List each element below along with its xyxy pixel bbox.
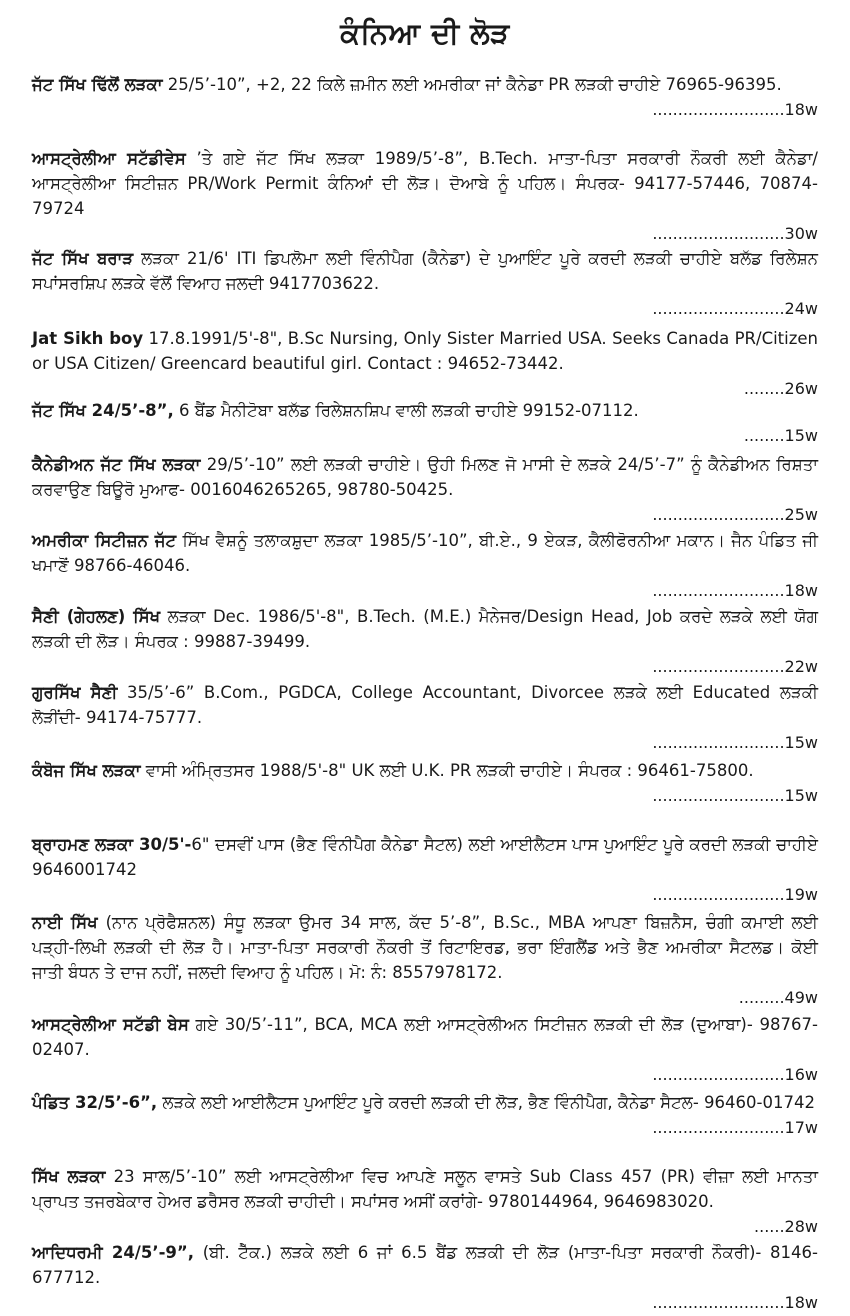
ad-lead: ਜੱਟ ਸਿੱਖ ਬਰਾੜ <box>32 249 134 268</box>
ad-12 <box>32 1012 818 1087</box>
ad-text: ਵਾਸੀ ਅੰਮ੍ਰਿਤਸਰ 1988/5'-8" UK ਲਈ U.K. PR ਲੜਕੀ ਚਾਹੀਏ। ਸੰਪਰਕ : 96461-75800. <box>140 761 754 780</box>
ad-7 <box>32 604 818 679</box>
ad-tag: ..........................15w <box>652 733 818 752</box>
ad-tag: ..........................22w <box>652 657 818 676</box>
ad-5 <box>32 452 818 527</box>
ad-text: ਲੜਕਾ Dec. 1986/5'-8", B.Tech. (M.E.) ਮੈਨੇਜਰ/Design Head, Job ਕਰਦੇ ਲੜਕੇ ਲਈ ਯੋਗ ਲੜਕੀ ਦੀ ਲੋੜ। ਸੰਪਰਕ : 99887-39499. <box>32 607 818 651</box>
ad-body <box>32 758 818 783</box>
ad-11 <box>32 910 818 1010</box>
ad-body <box>32 1012 818 1062</box>
ad-text: 6" ਦਸਵੀਂ ਪਾਸ (ਭੈਣ ਵਿੰਨੀਪੈਗ ਕੈਨੇਡਾ ਸੈਟਲ) ਲਈ ਆਈਲੈਟਸ ਪਾਸ ਪੁਆਇੰਟ ਪੂਰੇ ਕਰਦੀ ਲੜਕੀ ਚਾਹੀਏ 9646001742 <box>32 835 818 879</box>
ad-lead: ਆਸਟ੍ਰੇਲੀਆ ਸਟੱਡੀ ਬੇਸ <box>32 1015 189 1034</box>
page-title: ਕੰਨਿਆ ਦੀ ਲੋੜ <box>340 16 510 50</box>
ad-2 <box>32 246 818 321</box>
ad-15 <box>32 1240 818 1315</box>
ad-tag: ..........................16w <box>652 1065 818 1084</box>
ad-3 <box>32 326 818 401</box>
ad-body <box>32 680 818 730</box>
ad-lead: ਆਦਿਧਰਮੀ 24/5’-9”, <box>32 1243 195 1262</box>
ad-lead: ਸੈਣੀ (ਗੇਹਲਣ) ਸਿੱਖ <box>32 607 161 626</box>
ad-tag: .........49w <box>738 988 818 1007</box>
ad-body <box>32 604 818 654</box>
ad-text: 23 ਸਾਲ/5’-10” ਲਈ ਆਸਟ੍ਰੇਲੀਆ ਵਿਚ ਆਪਣੇ ਸਲੂਨ ਵਾਸਤੇ Sub Class 457 (PR) ਵੀਜ਼ਾ ਲਈ ਮਾਨਤਾ ਪ੍ਰਾਪਤ ਤਜਰਬੇਕਾਰ ਹੇਅਰ ਡਰੈਸਰ ਲੜਕੀ ਚਾਹੀਦੀ। ਸਪਾਂਸਰ ਅਸੀਂ ਕਰਾਂਗੇ- 9780144964, 9646983020. <box>32 1167 818 1211</box>
ad-text: ’ਤੇ ਗਏ ਜੱਟ ਸਿੱਖ ਲੜਕਾ 1989/5’-8”, B.Tech. ਮਾਤਾ-ਪਿਤਾ ਸਰਕਾਰੀ ਨੌਕਰੀ ਲਈ ਕੈਨੇਡਾ/ਆਸਟ੍ਰੇਲੀਆ ਸਿਟੀਜ਼ਨ PR/Work Permit ਕੰਨਿਆਂ ਦੀ ਲੋੜ। ਦੋਆਬੇ ਨੂੰ ਪਹਿਲ। ਸੰਪਰਕ- 94177-57446, 70874-79724 <box>32 149 818 218</box>
ad-lead: ਅਮਰੀਕਾ ਸਿਟੀਜ਼ਨ ਜੱਟ <box>32 531 177 550</box>
ad-lead: ਨਾਈ ਸਿੱਖ <box>32 913 98 932</box>
ad-body <box>32 1090 818 1115</box>
ad-14 <box>32 1164 818 1239</box>
ad-body <box>32 1164 818 1214</box>
ad-tag: ..........................18w <box>652 100 818 119</box>
ad-6 <box>32 528 818 603</box>
ad-text: ਗਏ 30/5’-11”, BCA, MCA ਲਈ ਆਸਟ੍ਰੇਲੀਅਨ ਸਿਟੀਜ਼ਨ ਲੜਕੀ ਦੀ ਲੋੜ (ਦੁਆਬਾ)- 98767-02407. <box>32 1015 818 1059</box>
ad-text: 29/5’-10” ਲਈ ਲੜਕੀ ਚਾਹੀਏ। ਉਹੀ ਮਿਲਣ ਜੋ ਮਾਸੀ ਦੇ ਲੜਕੇ 24/5’-7” ਨੂੰ ਕੈਨੇਡੀਅਨ ਰਿਸ਼ਤਾ ਕਰਵਾਉਣ ਬਿਊਰੋ ਮੁਆਫ- 0016046265265, 98780-50425. <box>32 455 818 499</box>
ad-tag: ..........................17w <box>652 1118 818 1137</box>
ad-body <box>32 146 818 221</box>
ad-lead: ਕੈਨੇਡੀਅਨ ਜੱਟ ਸਿੱਖ ਲੜਕਾ <box>32 455 201 474</box>
ad-lead: ਬ੍ਰਾਹਮਣ ਲੜਕਾ 30/5'- <box>32 835 192 854</box>
ad-tag: ..........................18w <box>652 1293 818 1312</box>
ad-tag: ..........................18w <box>652 581 818 600</box>
ad-tag: ..........................24w <box>652 299 818 318</box>
ad-tag: ..........................30w <box>652 224 818 243</box>
ad-body <box>32 398 818 423</box>
ad-lead: ਕੰਬੋਜ ਸਿੱਖ ਲੜਕਾ <box>32 761 141 780</box>
ad-lead: ਜੱਟ ਸਿੱਖ ਢਿੱਲੋਂ ਲੜਕਾ <box>32 75 163 94</box>
ad-text: (ਬੀ. ਟੈੱਕ.) ਲੜਕੇ ਲਈ 6 ਜਾਂ 6.5 ਬੈਂਡ ਲੜਕੀ ਦੀ ਲੋੜ (ਮਾਤਾ-ਪਿਤਾ ਸਰਕਾਰੀ ਨੌਕਰੀ)- 8146-677712. <box>32 1243 818 1287</box>
ad-0 <box>32 72 818 122</box>
ad-text: (ਨਾਨ ਪ੍ਰੋਫੈਸ਼ਨਲ) ਸੰਧੂ ਲੜਕਾ ਉਮਰ 34 ਸਾਲ, ਕੱਦ 5’-8”, B.Sc., MBA ਆਪਣਾ ਬਿਜ਼ਨੈਸ, ਚੰਗੀ ਕਮਾਈ ਲਈ ਪੜ੍ਹੀ-ਲਿਖੀ ਲੜਕੀ ਦੀ ਲੋੜ ਹੈ। ਮਾਤਾ-ਪਿਤਾ ਸਰਕਾਰੀ ਨੌਕਰੀ ਤੋਂ ਰਿਟਾਇਰਡ, ਭਰਾ ਇੰਗਲੈਂਡ ਅਤੇ ਭੈਣ ਅਮਰੀਕਾ ਸੈਟਲਡ। ਕੋਈ ਜਾਤੀ ਬੰਧਨ ਤੇ ਦਾਜ ਨਹੀਂ, ਜਲਦੀ ਵਿਆਹ ਨੂੰ ਪਹਿਲ। ਮੋ: ਨੰ: 8557978172. <box>32 913 818 982</box>
ad-10 <box>32 832 818 907</box>
ad-body <box>32 832 818 882</box>
ad-13 <box>32 1090 818 1140</box>
ad-lead: ਜੱਟ ਸਿੱਖ 24/5’-8”, <box>32 401 174 420</box>
ad-lead: ਸਿੱਖ ਲੜਕਾ <box>32 1167 106 1186</box>
ad-tag: ..........................19w <box>652 885 818 904</box>
ad-text: 6 ਬੈਂਡ ਮੈਨੀਟੋਬਾ ਬਲੱਡ ਰਿਲੇਸ਼ਨਸ਼ਿਪ ਵਾਲੀ ਲੜਕੀ ਚਾਹੀਏ 99152-07112. <box>173 401 639 420</box>
ad-body <box>32 72 818 97</box>
ad-9 <box>32 758 818 808</box>
ad-body <box>32 452 818 502</box>
ad-body <box>32 1240 818 1290</box>
ad-text: ਲੜਕਾ 21/6' ITI ਡਿਪਲੋਮਾ ਲਈ ਵਿੰਨੀਪੈਗ (ਕੈਨੇਡਾ) ਦੇ ਪੁਆਇੰਟ ਪੂਰੇ ਕਰਦੀ ਲੜਕੀ ਚਾਹੀਏ ਬਲੱਡ ਰਿਲੇਸ਼ਨ ਸਪਾਂਸਰਸ਼ਿਪ ਲੜਕੇ ਵੱਲੋਂ ਵਿਆਹ ਜਲਦੀ 9417703622. <box>32 249 818 293</box>
ad-tag: ......28w <box>754 1217 818 1236</box>
ad-body <box>32 910 818 985</box>
ad-lead: ਪੰਡਿਤ 32/5’-6”, <box>32 1093 158 1112</box>
ad-text: 17.8.1991/5'-8", B.Sc Nursing, Only Sister Married USA. Seeks Canada PR/Citizen or USA Citizen/ Greencard beautiful girl. Contact : 94652-73442. <box>32 329 818 373</box>
ad-tag: ..........................15w <box>652 786 818 805</box>
ad-body <box>32 528 818 578</box>
ad-tag: ..........................25w <box>652 505 818 524</box>
ad-lead: ਗੁਰਸਿੱਖ ਸੈਣੀ <box>32 683 118 702</box>
ad-tag: ........26w <box>743 379 818 398</box>
ad-lead: Jat Sikh boy <box>32 329 144 348</box>
ad-4 <box>32 398 818 448</box>
ad-text: ਲੜਕੇ ਲਈ ਆਈਲੈਟਸ ਪੁਆਇੰਟ ਪੂਰੇ ਕਰਦੀ ਲੜਕੀ ਦੀ ਲੋੜ, ਭੈਣ ਵਿੰਨੀਪੈਗ, ਕੈਨੇਡਾ ਸੈਟਲ- 96460-01742 <box>157 1093 815 1112</box>
ad-tag: ........15w <box>743 426 818 445</box>
ad-8 <box>32 680 818 755</box>
ad-text: 25/5’-10”, +2, 22 ਕਿਲੇ ਜ਼ਮੀਨ ਲਈ ਅਮਰੀਕਾ ਜਾਂ ਕੈਨੇਡਾ PR ਲੜਕੀ ਚਾਹੀਏ 76965-96395. <box>162 75 782 94</box>
ad-text: 35/5’-6” B.Com., PGDCA, College Accountant, Divorcee ਲੜਕੇ ਲਈ Educated ਲੜਕੀ ਲੋੜੀਂਦੀ- 94174-75777. <box>32 683 818 727</box>
ad-text: ਸਿੱਖ ਵੈਸ਼ਨੂੰ ਤਲਾਕਸ਼ੁਦਾ ਲੜਕਾ 1985/5’-10”, ਬੀ.ਏ., 9 ਏਕੜ, ਕੈਲੀਫੋਰਨੀਆ ਮਕਾਨ। ਜੈਨ ਪੰਡਿਤ ਜੀ ਖਮਾਣੋਂ 98766-46046. <box>32 531 818 575</box>
ad-body <box>32 246 818 296</box>
ad-1 <box>32 146 818 246</box>
ad-lead: ਆਸਟ੍ਰੇਲੀਆ ਸਟੱਡੀਵੇਸ <box>32 149 186 168</box>
ad-body <box>32 326 818 376</box>
